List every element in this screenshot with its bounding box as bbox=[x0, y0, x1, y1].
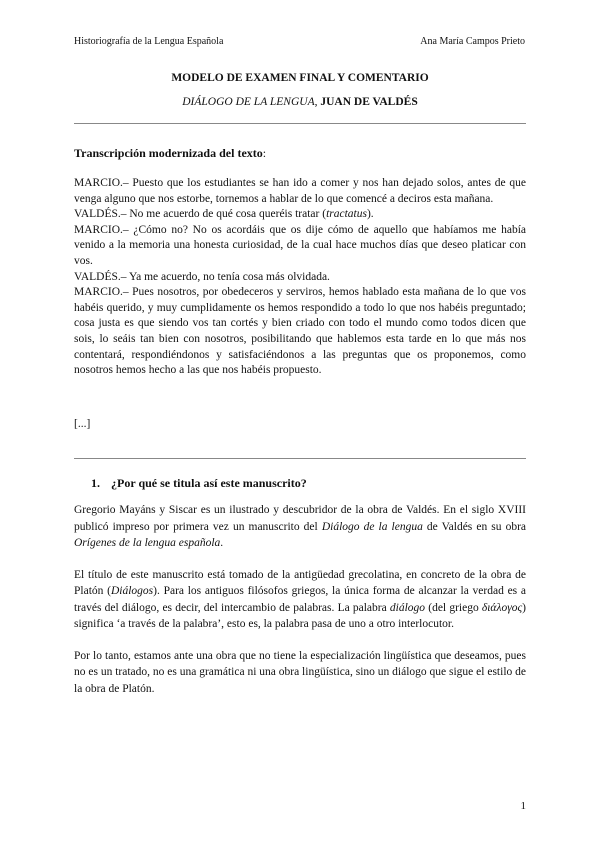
latin-term: tractatus bbox=[326, 208, 367, 221]
transcription-heading bbox=[74, 146, 266, 161]
running-header-author: Ana María Campos Prieto bbox=[420, 36, 525, 47]
subtitle-comma: , bbox=[314, 96, 321, 108]
work-title: Diálogos bbox=[110, 585, 154, 597]
ellipsis-marker: [...] bbox=[74, 418, 91, 430]
document-subtitle bbox=[74, 96, 526, 108]
running-header-course: Historiografía de la Lengua Española bbox=[74, 36, 224, 47]
answer-fragment: Gregorio Mayáns y Siscar es un ilustrado y descubridor de la obra de Valdés. En el siglo XVIII publicó impreso por primera vez un manuscrito del bbox=[74, 504, 526, 533]
term: diálogo bbox=[389, 601, 426, 614]
answer-fragment: ) significa ‘a través de la palabra’, esto es, la palabra pasa de uno a otro interlocutor. bbox=[74, 601, 526, 630]
subtitle-author: JUAN DE VALDÉS bbox=[320, 96, 418, 108]
dialog-line: MARCIO.– ¿Cómo no? No os acordáis que os dije cómo de aquello que habíamos me había venido a la memoria una honesta curiosidad, de la cual hace muchos días que deseo platicar con vos. bbox=[74, 223, 526, 267]
answer-fragment: ). Para los antiguos filósofos griegos, la única forma de alcanzar la verdad es a través del diálogo, es decir, del intercambio de palabras. La palabra bbox=[74, 585, 526, 614]
answer-fragment: de Valdés en su obra bbox=[422, 520, 526, 533]
answer-fragment: (del griego bbox=[425, 601, 482, 614]
answer-body bbox=[74, 502, 526, 712]
dialog-line: MARCIO.– Puesto que los estudiantes se han ido a comer y nos han dejado solos, antes de que venga alguno que nos estorbe, tornemos a hablar de lo que comencé a deciros esta mañana. bbox=[74, 177, 526, 205]
dialog-line: VALDÉS.– Ya me acuerdo, no tenía cosa más olvidada. bbox=[74, 270, 330, 283]
divider bbox=[74, 458, 526, 459]
work-title: Diálogo de la lengua bbox=[321, 520, 423, 533]
dialog-fragment: ). bbox=[366, 208, 374, 221]
document-title: MODELO DE EXAMEN FINAL Y COMENTARIO bbox=[171, 72, 429, 84]
transcription-heading-colon: : bbox=[262, 146, 267, 160]
transcription-heading-text: Transcripción modernizada del texto bbox=[74, 146, 263, 160]
page-number: 1 bbox=[520, 800, 526, 812]
question-text: ¿Por qué se titula así este manuscrito? bbox=[111, 476, 307, 490]
dialog-fragment: VALDÉS.– No me acuerdo de qué cosa queréis tratar ( bbox=[74, 208, 327, 221]
greek-term: διάλογος bbox=[481, 601, 523, 614]
question-number: 1. bbox=[91, 476, 100, 490]
work-title: Orígenes de la lengua española bbox=[74, 537, 221, 549]
answer-paragraph bbox=[74, 502, 526, 552]
dialog-line bbox=[74, 207, 526, 223]
dialog-line: MARCIO.– Pues nosotros, por obedeceros y serviros, hemos hablado esta mañana de lo que vos habéis querido, y muy cumplidamente os hemos respondido a todo lo que nos habéis preguntado; cosa justa es que siendo vos tan cortés y bien criado con todo el mundo como todos dicen que sois, lo seáis tan bien con nosotros, posibilitando que hablemos esta tarde en lo que más nos contentará, respondiéndonos y satisfaciéndonos a las preguntas que os proponemos, como nosotros hemos hecho a las que nos habéis propuesto. bbox=[74, 286, 526, 377]
divider bbox=[74, 123, 526, 124]
answer-paragraph: Por lo tanto, estamos ante una obra que no tiene la especialización lingüística que deseamos, pues no es un tratado, no es una gramática ni una obra lingüística, sino un diálogo que sigue el estilo de la obra de Platón. bbox=[74, 649, 526, 695]
answer-fragment: El título de este manuscrito está tomado de la antigüedad grecolatina, en concreto de la obra de Platón ( bbox=[74, 568, 526, 597]
transcription-text bbox=[74, 176, 526, 379]
answer-fragment: . bbox=[220, 537, 224, 549]
question-heading bbox=[91, 476, 307, 491]
answer-paragraph bbox=[74, 567, 526, 633]
subtitle-work: DIÁLOGO DE LA LENGUA bbox=[182, 96, 315, 108]
